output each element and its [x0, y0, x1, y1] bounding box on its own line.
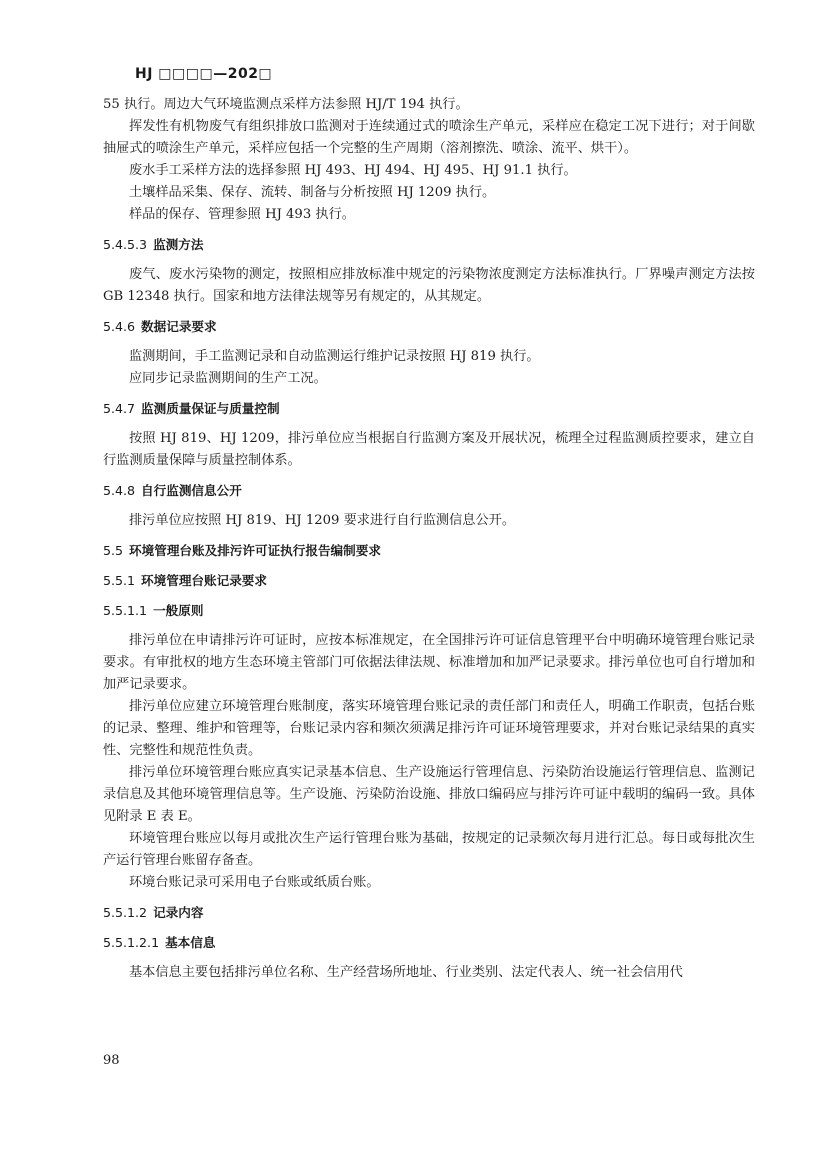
paragraph: 监测期间，手工监测记录和自动监测运行维护记录按照 HJ 819 执行。: [129, 349, 540, 364]
paragraph: 土壤样品采集、保存、流转、制备与分析按照 HJ 1209 执行。: [129, 185, 496, 200]
section-title: 监测质量保证与质量控制: [141, 401, 280, 416]
paragraph: 排污单位环境管理台账应真实记录基本信息、生产设施运行管理信息、污染防治设施运行管理信息、监测记录信息及其他环境管理信息等。生产设施、污染防治设施、排放口编码应与排污许可证中载明的编码一致。具体见附录 E 表 E。: [103, 765, 755, 824]
section-title: 环境管理台账记录要求: [141, 573, 267, 588]
paragraph: 废气、废水污染物的测定，按照相应排放标准中规定的污染物浓度测定方法标准执行。厂界噪声测定方法按 GB 12348 执行。国家和地方法律法规等另有规定的，从其规定。: [103, 267, 755, 304]
paragraph: 按照 HJ 819、HJ 1209，排污单位应当根据自行监测方案及开展状况，梳理全过程监测质控要求，建立自行监测质量保障与质量控制体系。: [103, 431, 755, 468]
section-heading-5-5-1-2: [103, 902, 755, 924]
paragraph: 环境管理台账应以每月或批次生产运行管理台账为基础，按规定的记录频次每月进行汇总。每日或每批次生产运行管理台账留存备查。: [103, 831, 755, 868]
section-title: 自行监测信息公开: [141, 483, 242, 498]
section-number: 5.5.1: [103, 573, 136, 588]
paragraph: 排污单位应建立环境管理台账制度，落实环境管理台账记录的责任部门和责任人，明确工作职责，包括台账的记录、整理、维护和管理等，台账记录内容和频次须满足排污许可证环境管理要求，并对台账记录结果的真实性、完整性和规范性负责。: [103, 699, 755, 758]
section-number: 5.5.1.2: [103, 905, 148, 920]
section-heading-5-4-6: [103, 316, 755, 338]
paragraph: 55 执行。周边大气环境监测点采样方法参照 HJ/T 194 执行。: [103, 97, 469, 112]
section-number: 5.5.1.2.1: [103, 935, 160, 950]
document-body: [103, 94, 755, 984]
section-heading-5-4-7: [103, 398, 755, 420]
section-title: 基本信息: [165, 935, 216, 950]
section-heading-5-4-5-3: [103, 234, 755, 256]
section-heading-5-5-1-2-1: [103, 932, 755, 954]
section-heading-5-5-1: [103, 570, 755, 592]
section-number: 5.5.1.1: [103, 603, 148, 618]
section-heading-5-4-8: [103, 480, 755, 502]
paragraph: 应同步记录监测期间的生产工况。: [129, 371, 327, 386]
section-heading-5-5: [103, 540, 755, 562]
paragraph: 挥发性有机物废气有组织排放口监测对于连续通过式的喷涂生产单元，采样应在稳定工况下进行；对于间歇抽屉式的喷涂生产单元，采样应包括一个完整的生产周期（溶剂擦洗、喷涂、流平、烘干）。: [103, 119, 755, 156]
section-title: 记录内容: [153, 905, 204, 920]
section-title: 环境管理台账及排污许可证执行报告编制要求: [129, 543, 381, 558]
section-title: 监测方法: [153, 237, 204, 252]
paragraph: 排污单位应按照 HJ 819、HJ 1209 要求进行自行监测信息公开。: [129, 513, 516, 528]
section-number: 5.4.8: [103, 483, 136, 498]
paragraph: 环境台账记录可采用电子台账或纸质台账。: [129, 875, 380, 890]
section-number: 5.4.6: [103, 319, 136, 334]
paragraph: 排污单位在申请排污许可证时，应按本标准规定，在全国排污许可证信息管理平台中明确环境管理台账记录要求。有审批权的地方生态环境主管部门可依据法律法规、标准增加和加严记录要求。排污单位也可自行增加和加严记录要求。: [103, 633, 755, 692]
paragraph: 样品的保存、管理参照 HJ 493 执行。: [129, 207, 355, 222]
section-title: 一般原则: [153, 603, 204, 618]
page-number: 98: [103, 1053, 120, 1068]
paragraph: 废水手工采样方法的选择参照 HJ 493、HJ 494、HJ 495、HJ 91.1 执行。: [129, 163, 577, 178]
paragraph: 基本信息主要包括排污单位名称、生产经营场所地址、行业类别、法定代表人、统一社会信用代: [129, 965, 683, 980]
section-heading-5-5-1-1: [103, 600, 755, 622]
section-number: 5.4.7: [103, 401, 136, 416]
document-code-header: HJ □□□□—202□: [135, 66, 273, 82]
section-title: 数据记录要求: [141, 319, 217, 334]
section-number: 5.5: [103, 543, 124, 558]
section-number: 5.4.5.3: [103, 237, 148, 252]
